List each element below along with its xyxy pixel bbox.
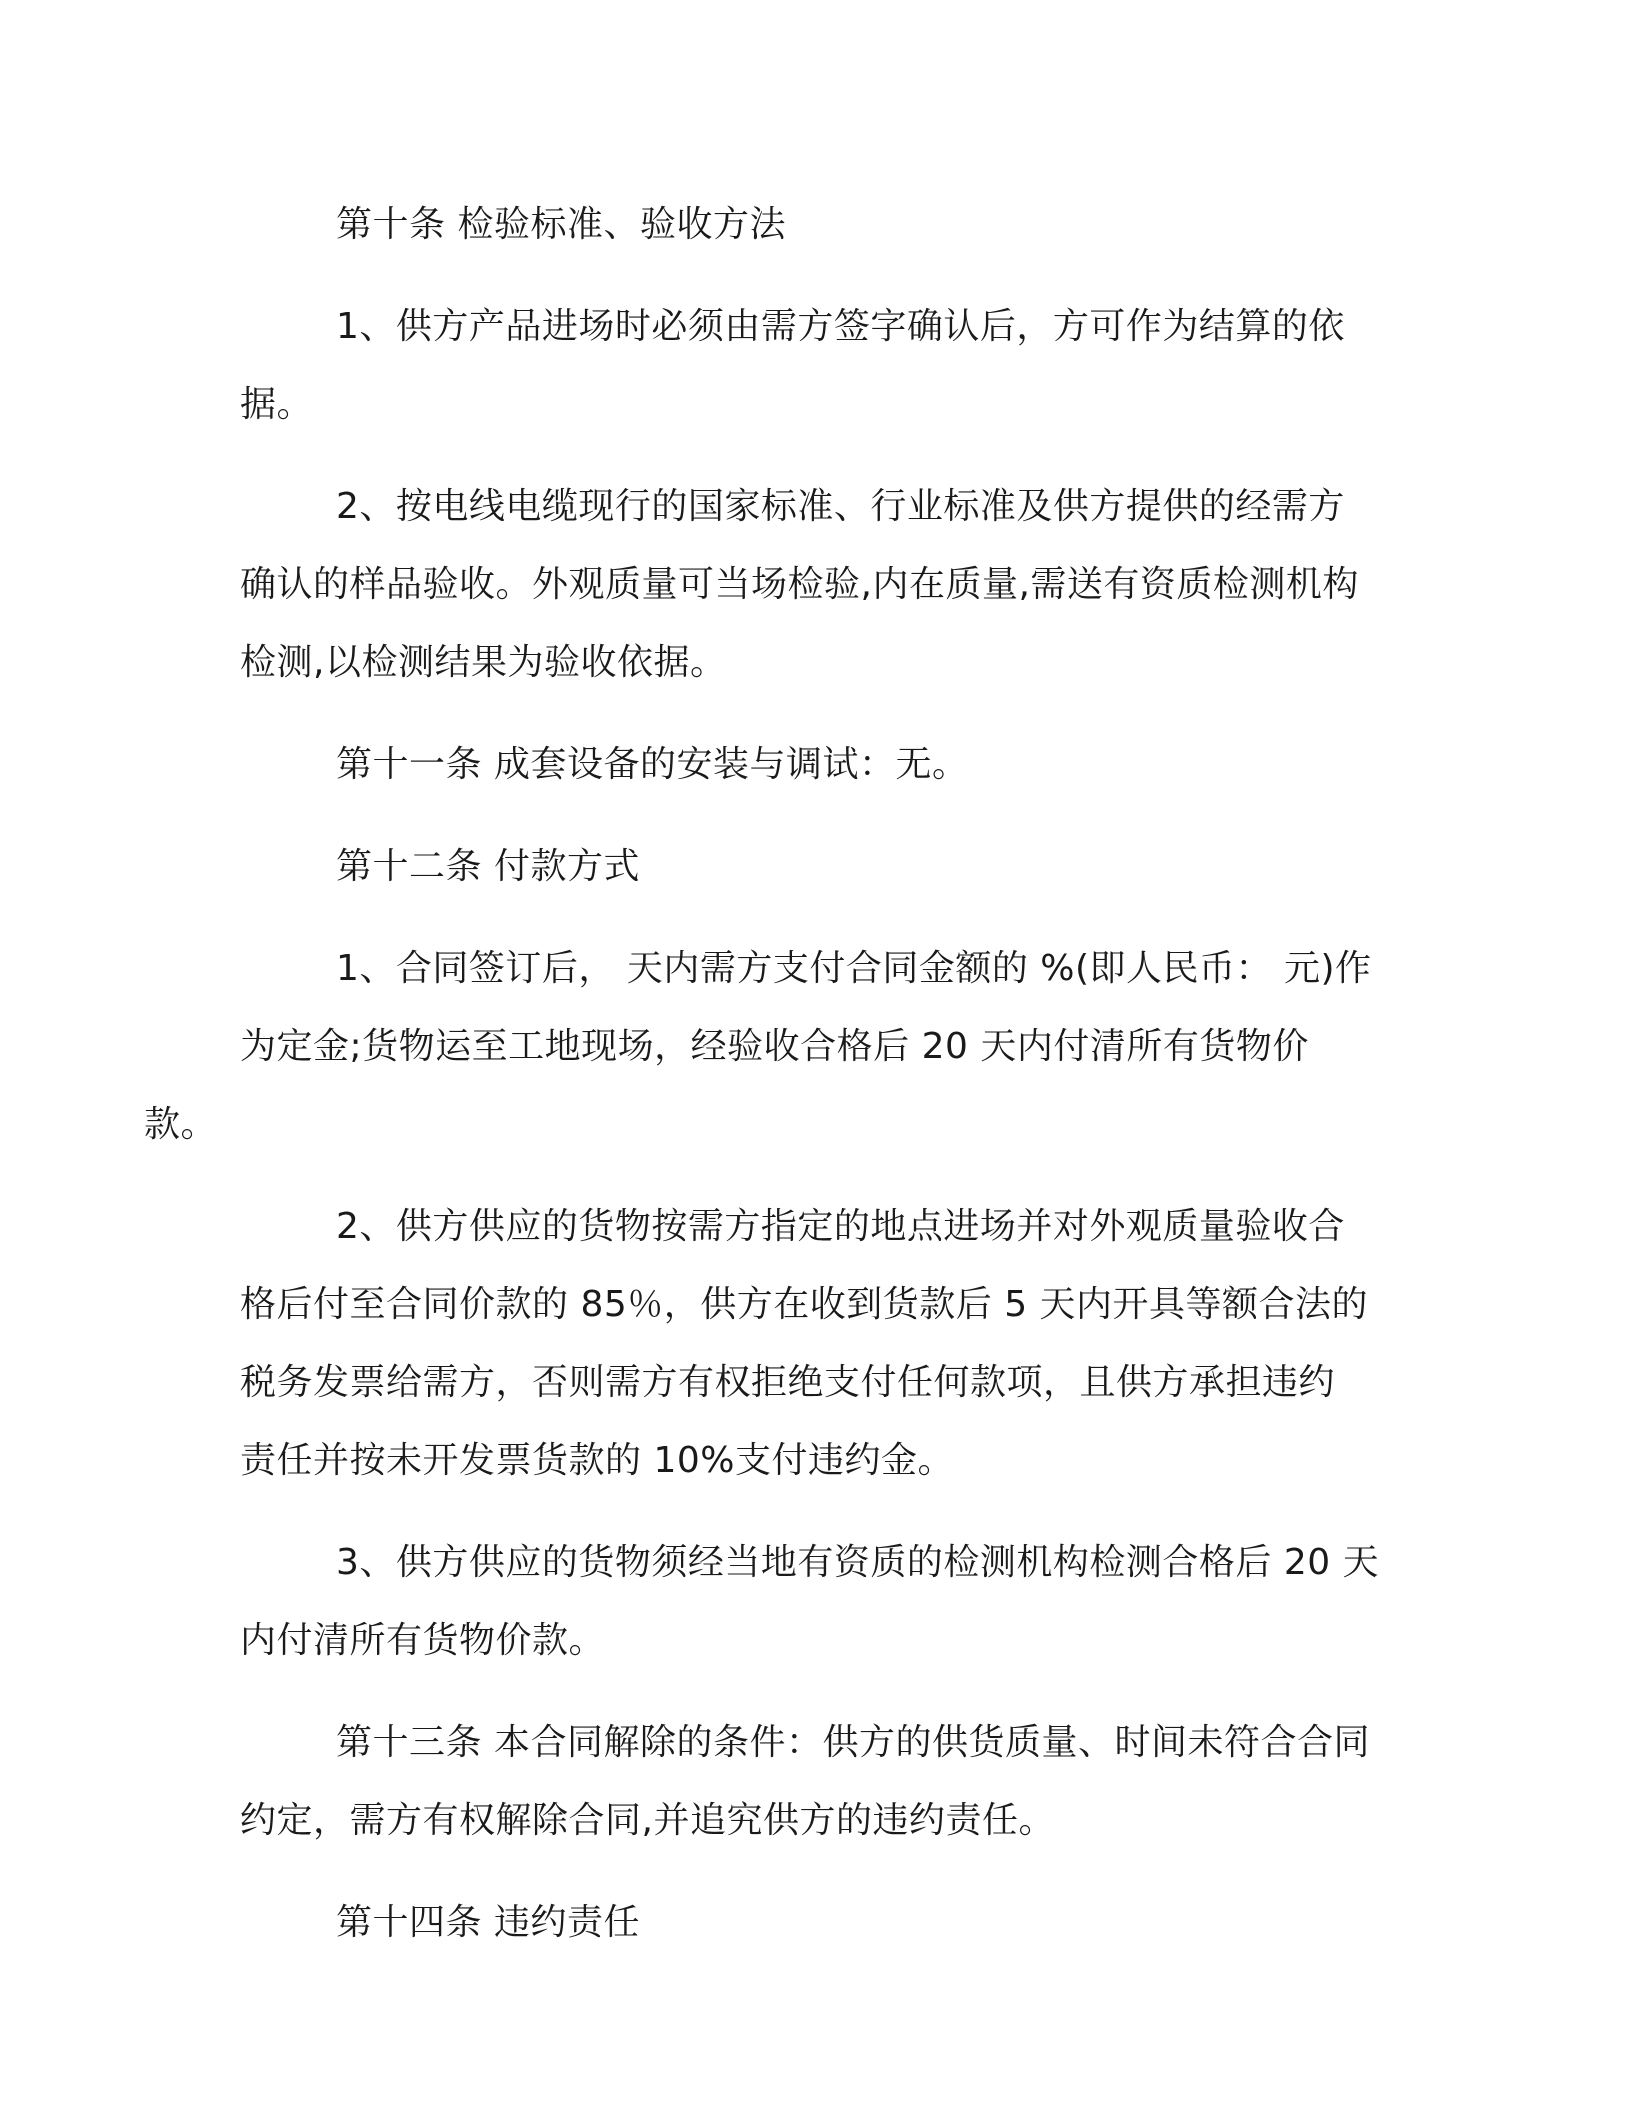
text-line: 据。 [240, 384, 314, 425]
text-line: 第十三条 本合同解除的条件：供方的供货质量、时间未符合合同 [336, 1722, 1370, 1763]
text-line: 税务发票给需方，否则需方有权拒绝支付任何款项，且供方承担违约 [240, 1362, 1336, 1403]
article-10-clause-2 [240, 468, 1380, 702]
text-line: 约定，需方有权解除合同,并追究供方的违约责任。 [240, 1800, 1055, 1841]
text-line: 第十二条 付款方式 [336, 846, 640, 887]
text-line: 2、供方供应的货物按需方指定的地点进场并对外观质量验收合 [336, 1206, 1345, 1247]
text-line: 第十条 检验标准、验收方法 [336, 204, 786, 245]
text-line: 1、合同签订后， 天内需方支付合同金额的 %(即人民币： 元)作 [336, 948, 1372, 989]
text-line: 第十一条 成套设备的安装与调试：无。 [336, 744, 969, 785]
article-12-clause-2 [240, 1188, 1380, 1500]
text-line: 格后付至合同价款的 85％，供方在收到货款后 5 天内开具等额合法的 [240, 1284, 1369, 1325]
article-10-clause-1 [240, 288, 1380, 444]
text-line: 第十四条 违约责任 [336, 1902, 640, 1943]
text-line: 2、按电线电缆现行的国家标准、行业标准及供方提供的经需方 [336, 486, 1345, 527]
article-12-heading [240, 828, 1380, 906]
document-body [144, 186, 1380, 1962]
article-11-heading [240, 726, 1380, 804]
text-line: 责任并按未开发票货款的 10%支付违约金。 [240, 1440, 954, 1481]
text-line: 3、供方供应的货物须经当地有资质的检测机构检测合格后 20 天 [336, 1542, 1380, 1583]
text-line: 1、供方产品进场时必须由需方签字确认后，方可作为结算的依 [336, 306, 1345, 347]
article-12-clause-1 [144, 930, 1380, 1164]
text-line: 确认的样品验收。外观质量可当场检验,内在质量,需送有资质检测机构 [240, 564, 1359, 605]
article-10-heading [240, 186, 1380, 264]
text-line: 检测,以检测结果为验收依据。 [240, 642, 727, 683]
text-line: 为定金;货物运至工地现场，经验收合格后 20 天内付清所有货物价款。 [144, 1026, 1309, 1145]
article-12-clause-3 [240, 1524, 1380, 1680]
article-14-heading [240, 1884, 1380, 1962]
article-13-heading [240, 1704, 1380, 1860]
text-line: 内付清所有货物价款。 [240, 1620, 606, 1661]
